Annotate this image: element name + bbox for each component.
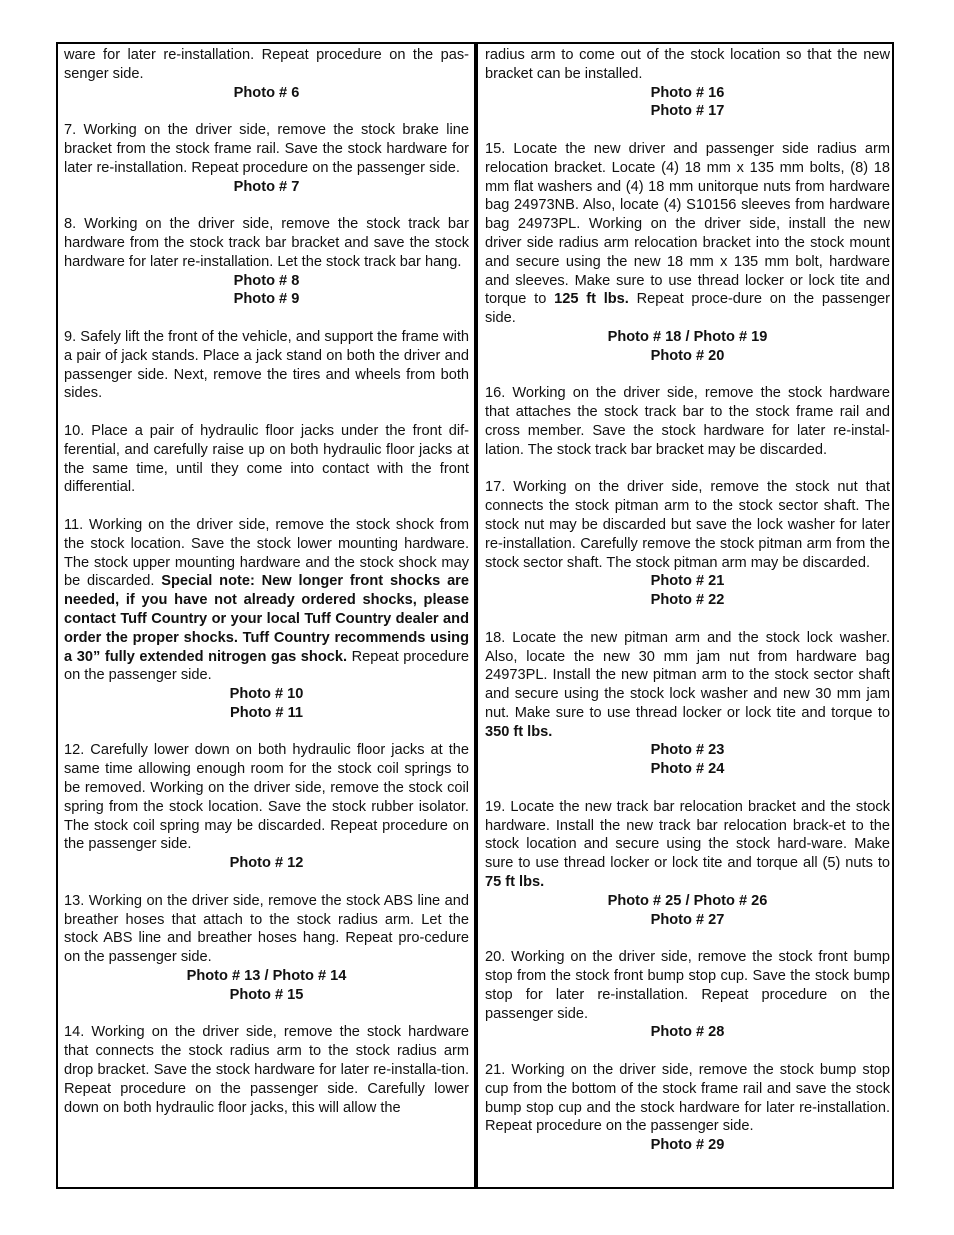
instruction-step <box>485 1061 890 1155</box>
step-text <box>64 328 469 403</box>
instruction-step <box>485 629 890 779</box>
step-text <box>64 516 469 685</box>
text-run: 16. Working on the driver side, remove the stock hardware that attaches the stock track bar to the stock frame rail and cross member. Save the stock hardware for later re-instal-lation. The stock track bar bracket may be discarded. <box>485 385 890 458</box>
photo-reference: Photo # 9 <box>233 291 300 308</box>
instruction-step <box>64 121 469 196</box>
text-run: 9. Safely lift the front of the vehicle, and support the frame with a pair of jack stands. Place a jack stand on both the driver and passenger side. Next, remove the tires and wheels from both sides. <box>64 328 469 402</box>
text-run: radius arm to come out of the stock location so that the new bracket can be installed. <box>485 47 890 82</box>
text-run: 11. Working on the driver side, remove the stock shock from the stock location. Save the stock lower mounting hardware. The stock upper mounting hardware and the stock shock may be discarded. <box>64 516 469 590</box>
photo-reference: Photo # 13 / Photo # 14 <box>186 968 347 985</box>
step-text <box>64 1023 469 1117</box>
text-run: 7. Working on the driver side, remove the stock brake line bracket from the stock frame rail. Save the stock hardware for later re-installation. Repeat procedure on the passenger side. <box>64 122 469 176</box>
step-text <box>485 46 890 84</box>
text-run: 18. Locate the new pitman arm and the stock lock washer. Also, locate the new 30 mm jam nut from hardware bag 24973PL. Install the new pitman arm to the stock sector shaft and secure using the stock lock washer and new 30 mm jam nut. Make sure to use thread locker or lock tite and torque to <box>485 629 890 721</box>
step-text <box>485 140 890 328</box>
text-run: ware for later re-installation. Repeat procedure on the pas-senger side. <box>64 47 469 82</box>
photo-reference: Photo # 20 <box>650 347 725 364</box>
step-text <box>64 422 469 497</box>
column-divider <box>474 42 478 1189</box>
instruction-step <box>485 140 890 366</box>
text-run: 8. Working on the driver side, remove the stock track bar hardware from the stock track bar bracket and save the stock hardware for later re-installation. Let the stock track bar hang. <box>64 216 469 270</box>
instruction-step <box>64 422 469 497</box>
step-text <box>485 948 890 1023</box>
photo-reference: Photo # 29 <box>650 1137 725 1154</box>
step-text <box>485 478 890 572</box>
photo-reference: Photo # 23 <box>650 742 725 759</box>
left-column <box>64 46 469 1136</box>
instruction-step <box>64 741 469 873</box>
photo-reference: Photo # 6 <box>233 84 300 101</box>
instruction-step <box>485 384 890 459</box>
emphasis-text: 75 ft lbs. <box>485 874 545 891</box>
step-text <box>64 741 469 854</box>
step-text <box>485 1061 890 1136</box>
text-run: 17. Working on the driver side, remove the stock nut that connects the stock pitman arm to the stock sector shaft. The stock nut may be discarded but save the lock washer for later re-installation. Carefully remove the stock pitman arm from the stock sector shaft. The stock pitman arm may be discarded. <box>485 479 890 571</box>
photo-reference: Photo # 18 / Photo # 19 <box>607 328 768 345</box>
text-run: 21. Working on the driver side, remove the stock bump stop cup from the bottom of the stock frame rail and save the stock bump stop cup and the stock hardware for later re-installation. Repeat procedure on the passenger side. <box>485 1062 890 1135</box>
instruction-step <box>485 948 890 1042</box>
text-run: 10. Place a pair of hydraulic floor jacks under the front dif-ferential, and carefully raise up on both hydraulic floor jacks at the same time, until they come into contact with the front differential. <box>64 422 469 496</box>
step-text <box>485 798 890 892</box>
instruction-step <box>64 46 469 102</box>
step-text <box>64 892 469 967</box>
text-run: 12. Carefully lower down on both hydraulic floor jacks at the same time allowing enough room for the stock coil springs to be removed. Working on the driver side, remove the stock coil spring from the stock location. Save the stock rubber isolator. The stock coil spring may be discarded. Repeat procedure on the passenger side. <box>64 742 469 853</box>
instruction-step <box>64 328 469 403</box>
text-run: Repeat proce-dure on the passenger side. <box>485 291 890 327</box>
photo-reference: Photo # 7 <box>233 178 300 195</box>
photo-reference: Photo # 25 / Photo # 26 <box>607 892 768 909</box>
photo-reference: Photo # 8 <box>233 272 300 289</box>
text-run: 20. Working on the driver side, remove the stock front bump stop from the stock front bump stop cup. Save the stock bump stop for later re-installation. Repeat procedure on the passenger side. <box>485 949 890 1022</box>
photo-reference: Photo # 21 <box>650 573 725 590</box>
emphasis-text: 125 ft lbs. <box>554 291 629 308</box>
photo-reference: Photo # 12 <box>229 855 304 872</box>
photo-reference: Photo # 22 <box>650 592 725 609</box>
photo-reference: Photo # 11 <box>230 704 303 721</box>
photo-reference: Photo # 28 <box>650 1024 725 1041</box>
instruction-step <box>64 516 469 723</box>
step-text <box>64 46 469 84</box>
photo-reference: Photo # 15 <box>229 986 304 1003</box>
step-text <box>64 121 469 177</box>
instruction-step <box>485 798 890 930</box>
instruction-step <box>485 478 890 610</box>
instruction-step <box>485 46 890 121</box>
instruction-step <box>64 1023 469 1117</box>
photo-reference: Photo # 27 <box>650 911 725 928</box>
right-column <box>485 46 890 1174</box>
photo-reference: Photo # 10 <box>229 686 304 703</box>
photo-reference: Photo # 17 <box>650 103 725 120</box>
text-run: 14. Working on the driver side, remove the stock hardware that connects the stock radius arm to the stock radius arm drop bracket. Save the stock hardware for later re-installa-tion. Repeat procedure on the passenger side. Carefully lower down on both hydraulic floor jacks, this will allow the <box>64 1024 469 1116</box>
photo-reference: Photo # 16 <box>650 84 725 101</box>
emphasis-text: 350 ft lbs. <box>485 723 553 740</box>
instruction-step <box>64 892 469 1005</box>
step-text <box>64 215 469 271</box>
step-text <box>485 384 890 459</box>
text-run: 15. Locate the new driver and passenger side radius arm relocation bracket. Locate (4) 18 mm x 135 mm bolts, (8) 18 mm flat washers and (4) 18 mm unitorque nuts from hardware bag 24973NB. Also, locate (4) S10156 sleeves from hardware bag 24973PL. Working on the driver side, install the new driver side radius arm relocation bracket into the stock mount and secure using the new 18 mm x 135 mm bolt, hardware and sleeves. Make sure to use thread locker or lock tite and torque to <box>485 140 890 308</box>
text-run: Repeat procedure on the passenger side. <box>64 648 469 684</box>
text-run: 19. Locate the new track bar relocation bracket and the stock hardware. Install the new track bar relocation brack-et to the stock location and secure using the stock hard-ware. Make sure to use thread locker or lock tite and torque all (5) nuts to <box>485 798 890 872</box>
instruction-step <box>64 215 469 309</box>
step-text <box>485 629 890 742</box>
photo-reference: Photo # 24 <box>650 761 725 778</box>
text-run: 13. Working on the driver side, remove the stock ABS line and breather hoses that attach to the stock radius arm. Let the stock ABS line and breather hoses hang. Repeat pro-cedure on the passenger side. <box>64 892 469 966</box>
emphasis-text: Special note: New longer front shocks are needed, if you have not already ordered shocks, please contact Tuff Country or your local Tuff Country dealer and order the proper shocks. Tuff Country recommends using a 30” fully extended nitrogen gas shock. <box>64 573 469 665</box>
